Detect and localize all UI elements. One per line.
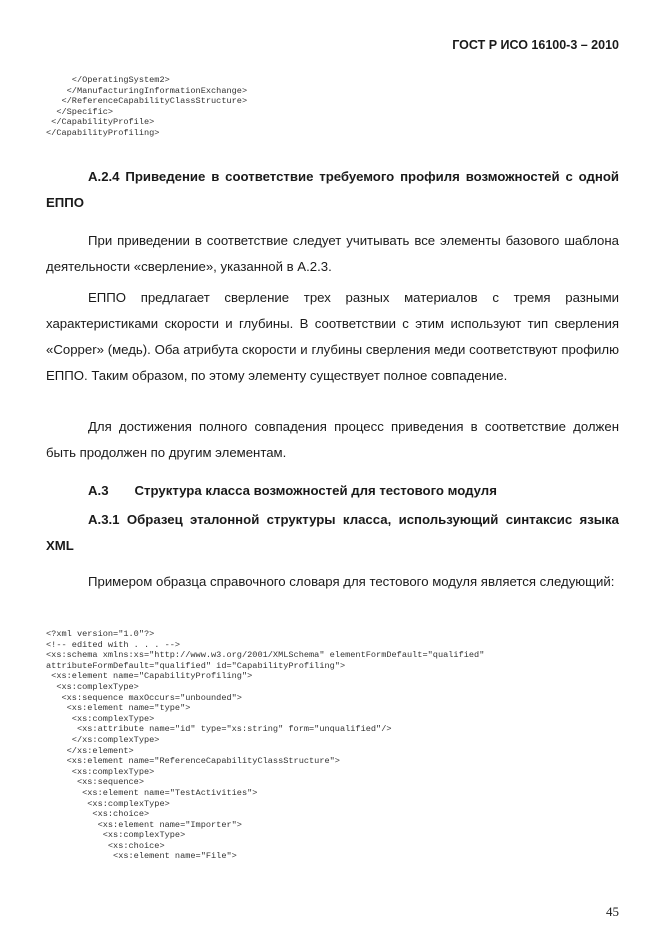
- code-line: </ReferenceCapabilityClassStructure>: [46, 96, 248, 107]
- paragraph-1: При приведении в соответствие следует учитывать все элементы базового шаблона деятельности «сверление», указанной в A.2.3.: [46, 233, 619, 274]
- code-line: <xs:sequence maxOccurs="unbounded">: [46, 692, 242, 703]
- code-line: </ManufacturingInformationExchange>: [46, 85, 248, 96]
- code-line: <xs:complexType>: [46, 766, 155, 777]
- code-line: <xs:sequence>: [46, 777, 144, 788]
- code-line: <?xml version="1.0"?>: [46, 629, 155, 639]
- code-line: </xs:complexType>: [46, 734, 160, 745]
- code-line: <xs:schema xmlns:xs="http://www.w3.org/2001/XMLSchema" elementFormDefault="qualified": [46, 650, 485, 661]
- code-line: </Specific>: [46, 106, 114, 117]
- document-header: ГОСТ Р ИСО 16100-3 – 2010: [452, 38, 619, 52]
- code-line: <xs:choice>: [46, 840, 165, 851]
- code-line: <xs:element name="type">: [46, 703, 191, 714]
- code-line: <xs:complexType>: [46, 713, 155, 724]
- code-line: <xs:complexType>: [46, 798, 170, 809]
- code-line: </CapabilityProfiling>: [46, 127, 160, 138]
- section-a3-title: Структура класса возможностей для тестового модуля: [134, 483, 497, 498]
- code-line: <xs:element name="File">: [46, 851, 237, 862]
- page-number: 45: [606, 904, 619, 919]
- section-a3-heading: [88, 483, 497, 498]
- section-a24-heading: A.2.4 Приведение в соответствие требуемого профиля возможностей с одной ЕППО: [46, 169, 619, 210]
- section-a3-number: A.3: [88, 483, 109, 498]
- code-line: </OperatingSystem2>: [46, 75, 170, 85]
- code-line: <xs:element name="ReferenceCapabilityClassStructure">: [46, 756, 340, 767]
- paragraph-3: Для достижения полного совпадения процесс приведения в соответствие должен быть продолжен по другим элементам.: [46, 419, 619, 460]
- xml-code-block-1: [46, 75, 247, 139]
- code-line: <xs:element name="TestActivities">: [46, 787, 258, 798]
- xml-code-block-2: [46, 629, 484, 862]
- code-line: <xs:complexType>: [46, 830, 186, 841]
- section-a31-heading: A.3.1 Образец эталонной структуры класса, использующий синтаксис языка XML: [46, 512, 619, 553]
- code-line: </CapabilityProfile>: [46, 117, 155, 128]
- code-line: <!-- edited with . . . -->: [46, 639, 181, 650]
- code-line: <xs:complexType>: [46, 681, 139, 692]
- code-line: </xs:element>: [46, 745, 134, 756]
- code-line: <xs:attribute name="id" type="xs:string" form="unqualified"/>: [46, 724, 392, 735]
- intro-paragraph: Примером образца справочного словаря для тестового модуля является следующий:: [88, 574, 615, 589]
- paragraph-2: ЕППО предлагает сверление трех разных материалов с тремя разными характеристиками скорости и глубины. В соответствии с этим используют тип сверления «Copper» (медь). Оба атрибута скорости и глубины сверления меди соответствуют профилю ЕППО. Таким образом, по этому элементу существует полное совпадение.: [46, 290, 619, 383]
- code-line: attributeFormDefault="qualified" id="CapabilityProfiling">: [46, 660, 346, 671]
- code-line: <xs:element name="Importer">: [46, 819, 242, 830]
- code-line: <xs:element name="CapabilityProfiling">: [46, 671, 253, 682]
- code-line: <xs:choice>: [46, 809, 150, 820]
